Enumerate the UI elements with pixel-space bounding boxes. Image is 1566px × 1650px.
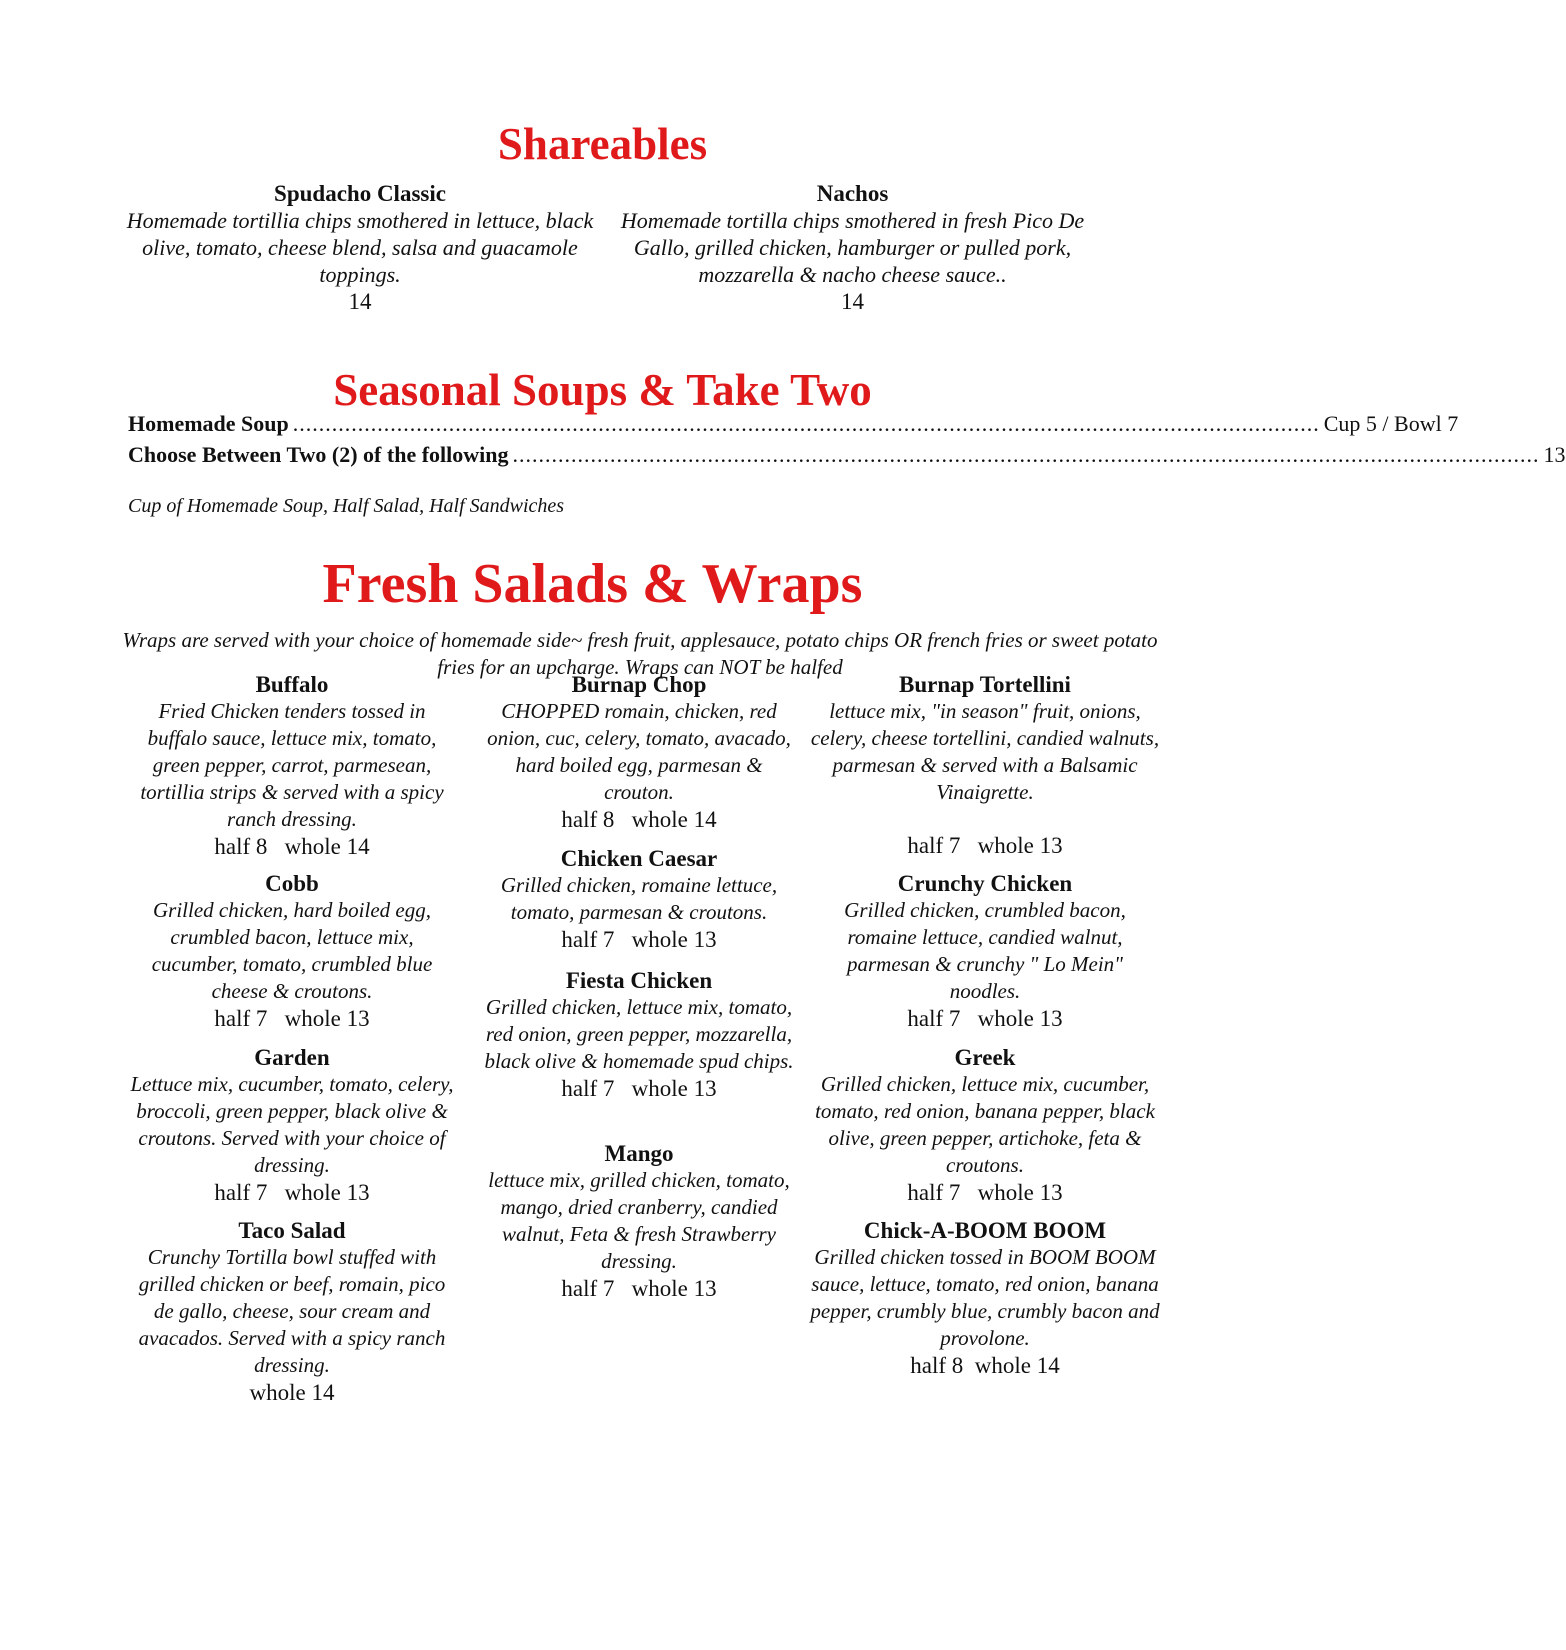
item-name: Buffalo <box>255 672 329 697</box>
item-name: Burnap Tortellini <box>899 672 1071 697</box>
dot-leader: .............................................................................................................................................................. <box>512 442 1540 467</box>
item-name: Chick-A-BOOM BOOM <box>863 1218 1107 1243</box>
wraps-intro: Wraps are served with your choice of homemade side~ fresh fruit, applesauce, potato chips OR french fries or sweet potato fries for an upcharge. Wraps can NOT be halfed <box>122 628 1158 679</box>
item-price: half 8 whole 14 <box>214 834 370 859</box>
menu-item-crunchy-chicken <box>810 871 1160 1032</box>
item-price: half 7 whole 13 <box>907 1180 1063 1205</box>
item-price: half 7 whole 13 <box>907 1006 1063 1031</box>
salads-heading: Fresh Salads & Wraps <box>322 553 863 615</box>
item-price: half 7 whole 13 <box>561 1276 717 1301</box>
row-label: Homemade Soup <box>128 411 289 436</box>
item-name: Taco Salad <box>238 1218 346 1243</box>
item-name: Greek <box>954 1045 1016 1070</box>
item-name: Chicken Caesar <box>560 846 718 871</box>
item-price: 14 <box>348 289 372 314</box>
menu-item-burnap-chop <box>479 672 799 833</box>
item-price: 14 <box>841 289 864 314</box>
item-price: half 7 whole 13 <box>907 833 1063 858</box>
menu-item-taco-salad <box>127 1218 457 1406</box>
item-description: Fried Chicken tenders tossed in buffalo sauce, lettuce mix, tomato, green pepper, carrot, parmesean, tortillia strips & served with a spicy ranch dressing. <box>140 699 444 831</box>
menu-item-greek <box>810 1045 1160 1206</box>
item-name: Fiesta Chicken <box>565 968 713 993</box>
item-price: half 7 whole 13 <box>214 1180 370 1205</box>
dot-leader: .............................................................................................................................................................. <box>292 411 1320 436</box>
menu-item-chick-a-boom-boom <box>810 1218 1160 1379</box>
menu-item-garden <box>127 1045 457 1206</box>
soup-row-homemade <box>128 411 1459 437</box>
menu-item-spudacho <box>120 181 600 315</box>
item-price: half 7 whole 13 <box>561 927 717 952</box>
take-two-note: Cup of Homemade Soup, Half Salad, Half Sandwiches <box>128 495 565 517</box>
item-name: Nachos <box>816 181 889 206</box>
row-price: Cup 5 / Bowl 7 <box>1323 411 1459 436</box>
menu-item-buffalo <box>127 672 457 860</box>
item-name: Garden <box>254 1045 330 1070</box>
item-name: Burnap Chop <box>571 672 707 697</box>
item-price: half 8 whole 14 <box>561 807 717 832</box>
menu-item-chicken-caesar <box>479 846 799 953</box>
menu-item-cobb <box>127 871 457 1032</box>
item-description: Grilled chicken, romaine lettuce, tomato, parmesan & croutons. <box>500 873 778 924</box>
soups-heading: Seasonal Soups & Take Two <box>333 365 872 415</box>
item-description: lettuce mix, "in season" fruit, onions, celery, cheese tortellini, candied walnuts, parmesan & served with a Balsamic Vinaigrette. <box>810 699 1160 804</box>
menu-item-mango <box>479 1141 799 1302</box>
item-description: Grilled chicken, lettuce mix, cucumber, tomato, red onion, banana pepper, black olive, green pepper, artichoke, feta & croutons. <box>815 1072 1155 1177</box>
menu-item-burnap-tortellini <box>810 672 1160 859</box>
item-price: whole 14 <box>249 1380 335 1405</box>
item-description: Grilled chicken, hard boiled egg, crumbled bacon, lettuce mix, cucumber, tomato, crumbled blue cheese & croutons. <box>151 898 433 1003</box>
item-description: Grilled chicken, crumbled bacon, romaine lettuce, candied walnut, parmesan & crunchy " Lo Mein" noodles. <box>844 898 1126 1003</box>
item-description: Grilled chicken, lettuce mix, tomato, red onion, green pepper, mozzarella, black olive & homemade spud chips. <box>484 995 794 1073</box>
item-description: Homemade tortilla chips smothered in fresh Pico De Gallo, grilled chicken, hamburger or pulled pork, mozzarella & nacho cheese sauce.. <box>620 208 1085 287</box>
item-description: lettuce mix, grilled chicken, tomato, mango, dried cranberry, candied walnut, Feta & fresh Strawberry dressing. <box>488 1168 790 1273</box>
item-description: Crunchy Tortilla bowl stuffed with grilled chicken or beef, romain, pico de gallo, cheese, sour cream and avacados. Served with a spicy ranch dressing. <box>138 1245 446 1377</box>
menu-item-fiesta-chicken <box>479 968 799 1102</box>
item-description: Grilled chicken tossed in BOOM BOOM sauce, lettuce, tomato, red onion, banana pepper, crumbly blue, crumbly bacon and provolone. <box>810 1245 1160 1350</box>
row-label: Choose Between Two (2) of the following <box>128 442 509 467</box>
item-name: Crunchy Chicken <box>897 871 1073 896</box>
item-price: half 7 whole 13 <box>214 1006 370 1031</box>
item-description: Lettuce mix, cucumber, tomato, celery, broccoli, green pepper, black olive & croutons. Served with your choice of dressing. <box>130 1072 454 1177</box>
item-description: Homemade tortillia chips smothered in lettuce, black olive, tomato, cheese blend, salsa and guacamole toppings. <box>126 208 594 287</box>
item-description: CHOPPED romain, chicken, red onion, cuc, celery, tomato, avacado, hard boiled egg, parmesan & crouton. <box>487 699 791 804</box>
item-price: half 7 whole 13 <box>561 1076 717 1101</box>
menu-item-nachos <box>615 181 1090 315</box>
item-price: half 8 whole 14 <box>910 1353 1060 1378</box>
item-name: Cobb <box>265 871 319 896</box>
item-name: Spudacho Classic <box>274 181 446 206</box>
row-price: 13 <box>1543 442 1566 467</box>
shareables-heading: Shareables <box>497 119 708 169</box>
item-name: Mango <box>604 1141 674 1166</box>
soup-row-take-two <box>128 442 1566 468</box>
